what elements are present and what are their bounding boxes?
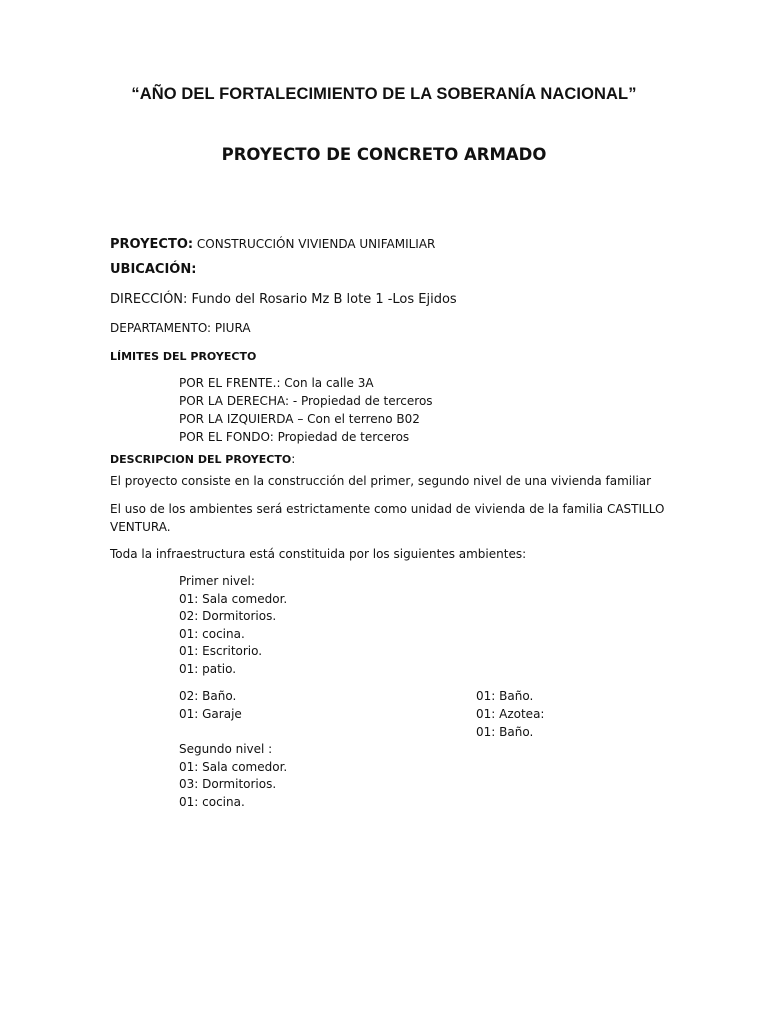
second-level-item: 01: cocina. — [179, 795, 245, 809]
description-heading-line — [110, 448, 295, 467]
first-level-heading: Primer nivel: — [179, 574, 255, 588]
project-label: PROYECTO: — [110, 237, 194, 252]
description-paragraph-3: Toda la infraestructura está constituida por los siguientes ambientes: — [110, 547, 527, 561]
description-heading-colon: : — [291, 452, 296, 466]
second-level-item: 01: Sala comedor. — [179, 760, 288, 774]
description-paragraph-1: El proyecto consiste en la construcción del primer, segundo nivel de una vivienda familiar — [110, 474, 652, 488]
second-level-heading: Segundo nivel : — [179, 742, 273, 756]
first-level-item: 01: patio. — [179, 662, 237, 676]
address-line: DIRECCIÓN: Fundo del Rosario Mz B lote 1 -Los Ejidos — [110, 292, 457, 307]
first-level-left-item: 01: Garaje — [179, 707, 242, 721]
limit-item: POR EL FRENTE.: Con la calle 3A — [179, 376, 374, 390]
project-value: CONSTRUCCIÓN VIVIENDA UNIFAMILIAR — [193, 237, 436, 251]
first-level-item: 01: Sala comedor. — [179, 592, 288, 606]
document-title: PROYECTO DE CONCRETO ARMADO — [221, 145, 547, 164]
year-motto: “AÑO DEL FORTALECIMIENTO DE LA SOBERANÍA NACIONAL” — [131, 85, 637, 103]
first-level-item: 01: Escritorio. — [179, 644, 263, 658]
description-paragraph-2-line-2: VENTURA. — [110, 520, 171, 534]
first-level-item: 02: Dormitorios. — [179, 609, 277, 623]
limit-item: POR LA DERECHA: - Propiedad de terceros — [179, 394, 433, 408]
first-level-right-item: 01: Azotea: — [476, 707, 545, 721]
first-level-left-item: 02: Baño. — [179, 689, 237, 703]
first-level-item: 01: cocina. — [179, 627, 245, 641]
description-heading: DESCRIPCION DEL PROYECTO — [110, 453, 292, 466]
project-line — [110, 233, 435, 252]
limits-heading: LÍMITES DEL PROYECTO — [110, 350, 257, 363]
description-paragraph-2-line-1: El uso de los ambientes será estrictamente como unidad de vivienda de la familia CASTILLO — [110, 502, 665, 516]
limit-item: POR LA IZQUIERDA – Con el terreno B02 — [179, 412, 420, 426]
first-level-right-item: 01: Baño. — [476, 725, 534, 739]
department-line: DEPARTAMENTO: PIURA — [110, 321, 251, 335]
first-level-right-item: 01: Baño. — [476, 689, 534, 703]
location-label: UBICACIÓN: — [110, 262, 197, 277]
limit-item: POR EL FONDO: Propiedad de terceros — [179, 430, 410, 444]
second-level-item: 03: Dormitorios. — [179, 777, 277, 791]
